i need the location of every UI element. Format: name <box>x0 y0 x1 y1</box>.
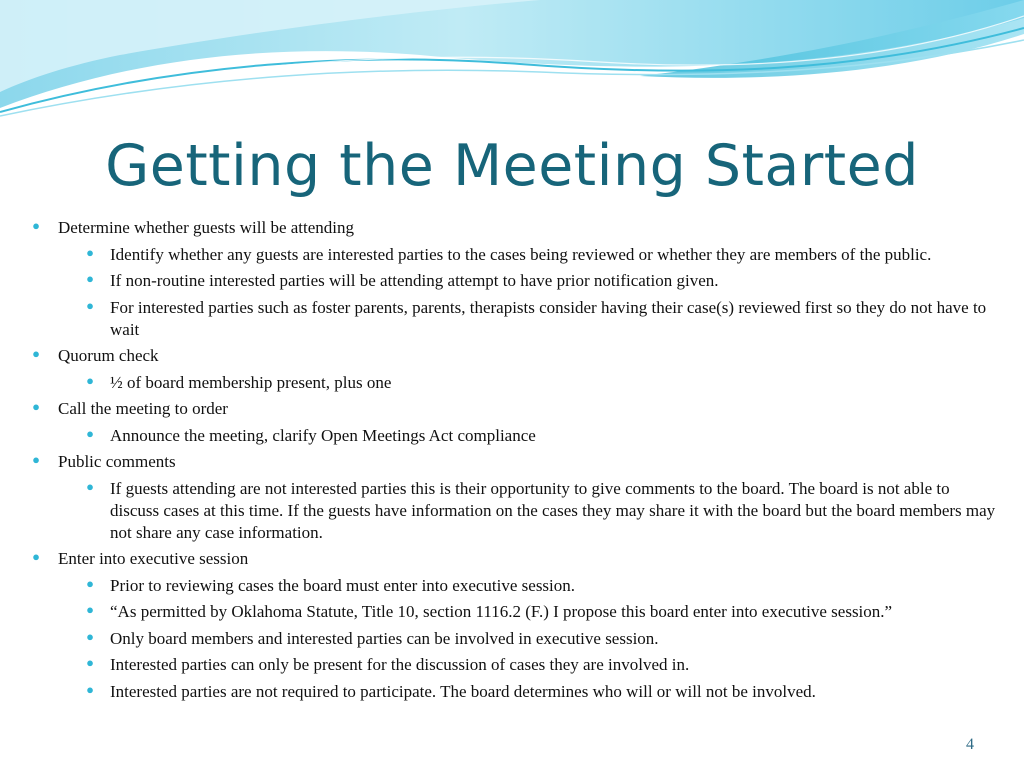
sub-bullet-text: Prior to reviewing cases the board must enter into executive session. <box>110 575 576 595</box>
sub-bullet-item <box>28 601 998 623</box>
bullet-icon: ● <box>32 399 40 414</box>
bullet-text: Public comments <box>58 452 176 471</box>
bullet-text: Determine whether guests will be attending <box>58 218 354 237</box>
bullet-icon: ● <box>86 628 94 644</box>
bullet-text: Enter into executive session <box>58 549 249 568</box>
sub-bullet-text: Announce the meeting, clarify Open Meetings Act compliance <box>110 425 536 445</box>
sub-bullet-item <box>28 270 998 292</box>
bullet-icon: ● <box>86 372 94 388</box>
sub-bullet-item <box>28 372 998 394</box>
sub-bullet-text: Identify whether any guests are interested parties to the cases being reviewed or whether they are members of the public. <box>110 244 932 264</box>
sub-bullet-item <box>28 654 998 676</box>
bullet-item <box>28 451 998 473</box>
bullet-icon: ● <box>32 346 40 361</box>
bullet-icon: ● <box>32 549 40 564</box>
sub-bullet-text: If guests attending are not interested parties this is their opportunity to give comments to the board. The board is not able to discuss cases at this time. If the guests have information on the cases they may share it with the board but the board members may not share any case information. <box>110 478 996 542</box>
sub-bullet-text: ½ of board membership present, plus one <box>110 372 392 392</box>
sub-bullet-text: Interested parties can only be present for the discussion of cases they are involved in. <box>110 655 690 674</box>
bullet-item <box>28 548 998 570</box>
sub-bullet-item <box>28 628 998 650</box>
sub-bullet-item <box>28 244 998 266</box>
bullet-icon: ● <box>32 218 40 233</box>
bullet-icon: ● <box>32 452 40 467</box>
bullet-icon: ● <box>86 244 94 260</box>
bullet-text: Quorum check <box>58 346 159 365</box>
sub-bullet-text: Only board members and interested parties can be involved in executive session. <box>110 628 659 648</box>
bullet-icon: ● <box>86 297 94 313</box>
sub-bullet-text: Interested parties are not required to participate. The board determines who will or will not be involved. <box>110 681 816 701</box>
bullet-icon: ● <box>86 602 94 617</box>
bullet-icon: ● <box>86 575 94 591</box>
sub-bullet-text: For interested parties such as foster parents, parents, therapists consider having their case(s) reviewed first so they do not have to wait <box>110 297 987 339</box>
bullet-text: Call the meeting to order <box>58 399 228 418</box>
bullet-list <box>28 217 998 707</box>
header-wave-decoration <box>0 0 1024 120</box>
sub-bullet-item <box>28 297 998 341</box>
bullet-icon: ● <box>86 478 94 494</box>
bullet-icon: ● <box>86 655 94 670</box>
bullet-icon: ● <box>86 271 94 286</box>
sub-bullet-text: If non-routine interested parties will be attending attempt to have prior notification given. <box>110 271 719 290</box>
sub-bullet-item <box>28 681 998 703</box>
sub-bullet-text: “As permitted by Oklahoma Statute, Title 10, section 1116.2 (F.) I propose this board enter into executive session.” <box>110 602 893 621</box>
bullet-icon: ● <box>86 425 94 441</box>
page-number: 4 <box>966 736 974 753</box>
bullet-item <box>28 217 998 239</box>
sub-bullet-item <box>28 425 998 447</box>
sub-bullet-item <box>28 575 998 597</box>
bullet-icon: ● <box>86 681 94 697</box>
slide-title: Getting the Meeting Started <box>105 133 919 199</box>
sub-bullet-item <box>28 478 998 544</box>
bullet-item <box>28 398 998 420</box>
bullet-item <box>28 345 998 367</box>
